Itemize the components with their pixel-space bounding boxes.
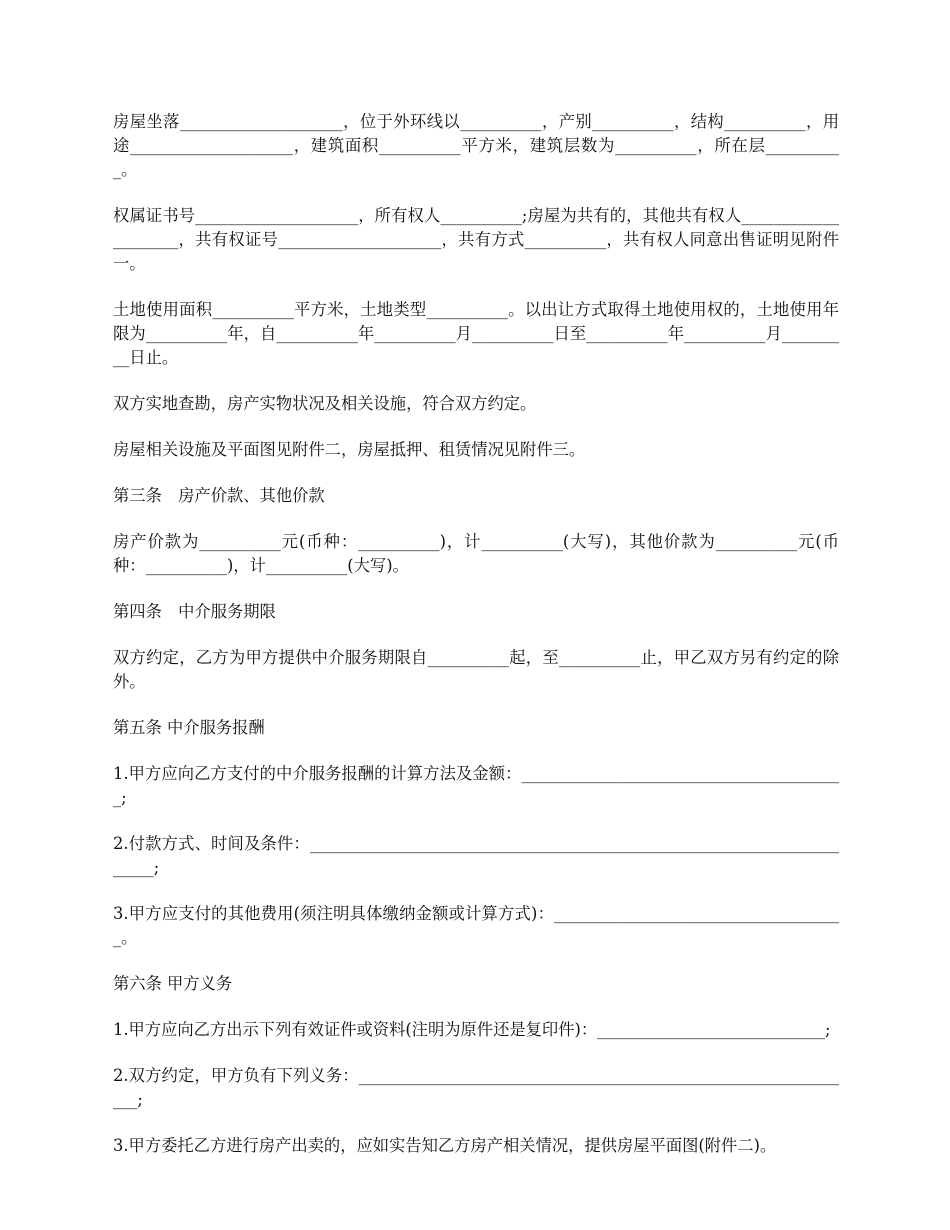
article-6-heading: 第六条 甲方义务	[113, 974, 233, 993]
price-paragraph: 房产价款为__________元(币种：__________)，计__________(大写)，其他价款为__________元(币种：__________)，计__________(大写)。	[113, 532, 839, 575]
property-location-paragraph: 房屋坐落____________________，位于外环线以__________，产别__________，结构__________，用途____________________，建筑面积__________平方米，建筑层数为__________，所在层__________。	[113, 112, 839, 179]
disclosure-paragraph: 3.甲方委托乙方进行房产出卖的，应如实告知乙方房产相关情况，提供房屋平面图(附件二)。	[113, 1136, 777, 1155]
fee-calculation-paragraph: 1.甲方应向乙方支付的中介服务报酬的计算方法及金额：________________________________________;	[113, 764, 839, 807]
ownership-certificate-paragraph: 权属证书号____________________，所有权人__________;房屋为共有的，其他共有权人____________________，共有权证号____________________，共有方式__________，共有权人同意出售证明见附件一。	[113, 206, 839, 273]
article-3-heading: 第三条 房产价款、其他价款	[113, 486, 325, 505]
payment-terms-paragraph: 2.付款方式、时间及条件：______________________________________________________________________;	[113, 834, 839, 877]
site-inspection-paragraph: 双方实地查勘，房产实物状况及相关设施，符合双方约定。	[113, 394, 537, 413]
contract-page	[113, 110, 839, 1180]
obligations-paragraph: 2.双方约定，甲方负有下列义务：______________________________________________________________;	[113, 1066, 839, 1109]
documents-paragraph: 1.甲方应向乙方出示下列有效证件或资料(注明为原件还是复印件)：____________________________;	[113, 1020, 831, 1039]
service-period-paragraph: 双方约定，乙方为甲方提供中介服务期限自__________起，至__________止，甲乙双方另有约定的除外。	[113, 648, 839, 691]
article-5-heading: 第五条 中介服务报酬	[113, 718, 265, 737]
land-use-paragraph: 土地使用面积__________平方米，土地类型__________。以出让方式取得土地使用权的，土地使用年限为__________年，自__________年__________月__________日至__________年__________月_________日止。	[113, 300, 839, 367]
other-fees-paragraph: 3.甲方应支付的其他费用(须注明具体缴纳金额或计算方式)：____________________________________。	[113, 904, 839, 947]
attachments-paragraph: 房屋相关设施及平面图见附件二，房屋抵押、租赁情况见附件三。	[113, 440, 586, 459]
article-4-heading: 第四条 中介服务期限	[113, 602, 276, 621]
